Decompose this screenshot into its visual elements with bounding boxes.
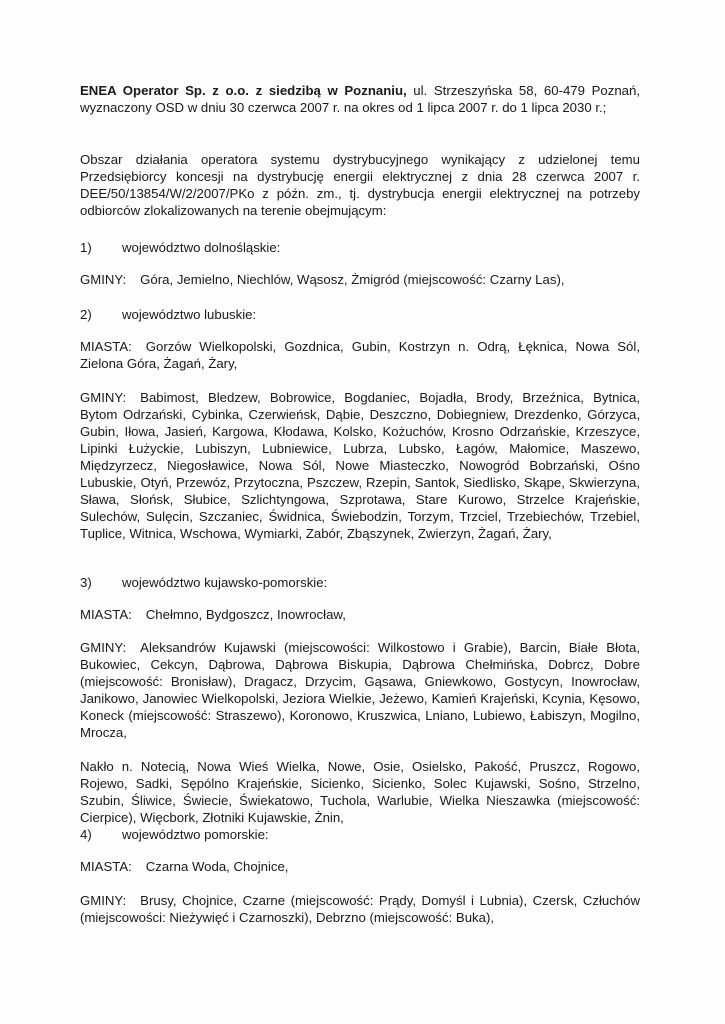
- voivodeship-name: województwo kujawsko-pomorskie:: [122, 575, 328, 590]
- miasta-label: MIASTA:: [80, 339, 132, 354]
- section-heading-4: [80, 826, 640, 843]
- gminy-list: Brusy, Chojnice, Czarne (miejscowość: Prądy, Domyśl i Lubnia), Czersk, Człuchów (miejscowości: Nieżywięć i Czarnoszki), Debrzno (miejscowość: Buka),: [80, 893, 640, 925]
- section-number: 1): [80, 240, 92, 255]
- section-number: 2): [80, 307, 92, 322]
- gminy-label: GMINY:: [80, 272, 127, 287]
- miasta-label: MIASTA:: [80, 607, 132, 622]
- section-3-gminy: [80, 639, 640, 741]
- section-4-miasta: [80, 858, 640, 875]
- company-name: ENEA Operator Sp. z o.o. z siedzibą w Poznaniu,: [80, 83, 407, 98]
- section-3-gminy-continued: Nakło n. Notecią, Nowa Wieś Wielka, Nowe, Osie, Osielsko, Pakość, Pruszcz, Rogowo, Rojewo, Sadki, Sępólno Krajeńskie, Sicienko, Sicienko, Solec Kujawski, Sośno, Strzelno, Szubin, Śliwice, Świecie, Świekatowo, Tuchola, Warlubie, Wielka Nieszawka (miejscowość: Cierpice), Więcbork, Złotniki Kujawskie, Żnin,: [80, 759, 640, 825]
- miasta-list: Gorzów Wielkopolski, Gozdnica, Gubin, Kostrzyn n. Odrą, Łęknica, Nowa Sól, Zielona Góra, Żagań, Żary,: [80, 339, 640, 371]
- section-number: 4): [80, 827, 92, 842]
- section-3-miasta: [80, 606, 640, 623]
- gminy-label: GMINY:: [80, 390, 127, 405]
- voivodeship-name: województwo lubuskie:: [122, 307, 257, 322]
- miasta-list: Chełmno, Bydgoszcz, Inowrocław,: [145, 607, 346, 622]
- gminy-list-part1: Aleksandrów Kujawski (miejscowości: Wilkostowo i Grabie), Barcin, Białe Błota, Bukowiec, Cekcyn, Dąbrowa, Dąbrowa Biskupia, Dąbrowa Chełmińska, Dobrcz, Dobre (miejscowość: Bronisław), Dragacz, Drzycim, Gąsawa, Gniewkowo, Gostycyn, Inowrocław, Janikowo, Janowiec Wielkopolski, Jeziora Wielkie, Jeżewo, Kamień Krajeński, Kcynia, Kęsowo, Koneck (miejscowość: Straszewo), Koronowo, Kruszwica, Lniano, Lubiewo, Łabiszyn, Mogilno, Mrocza,: [80, 640, 640, 740]
- miasta-list: Czarna Woda, Chojnice,: [145, 859, 289, 874]
- section-2-miasta: [80, 338, 640, 372]
- intro-paragraph: [80, 82, 640, 116]
- gminy-list: Babimost, Bledzew, Bobrowice, Bogdaniec, Bojadła, Brody, Brzeźnica, Bytnica, Bytom Odrzański, Cybinka, Czerwieńsk, Dąbie, Deszczno, Dobiegniew, Drezdenko, Górzyca, Gubin, Iłowa, Jasień, Kargowa, Kłodawa, Kolsko, Kożuchów, Krosno Odrzańskie, Krzeszyce, Lipinki Łużyckie, Lubiszyn, Lubniewice, Lubrza, Lubsko, Łagów, Małomice, Maszewo, Międzyrzecz, Niegosławice, Nowa Sól, Nowe Miasteczko, Nowogród Bobrzański, Ośno Lubuskie, Otyń, Przewóz, Przytoczna, Pszczew, Rzepin, Santok, Siedlisko, Skąpe, Skwierzyna, Sława, Słońsk, Słubice, Szlichtyngowa, Szprotawa, Stare Kurowo, Strzelce Krajeńskie, Sulechów, Sulęcin, Szczaniec, Świdnica, Świebodzin, Torzym, Trzciel, Trzebiechów, Trzebiel, Tuplice, Witnica, Wschowa, Wymiarki, Zabór, Zbąszynek, Zwierzyn, Żagań, Żary,: [80, 390, 640, 541]
- voivodeship-name: województwo dolnośląskie:: [122, 240, 281, 255]
- area-paragraph: Obszar działania operatora systemu dystrybucyjnego wynikający z udzielonej temu Przedsiębiorcy koncesji na dystrybucję energii elektrycznej z dnia 28 czerwca 2007 r. DEE/50/13854/W/2/2007/PKo z późn. zm., tj. dystrybucja energii elektrycznej na potrzeby odbiorców zlokalizowanych na terenie obejmującym:: [80, 152, 640, 218]
- gminy-label: GMINY:: [80, 893, 127, 908]
- section-1-gminy: [80, 271, 640, 288]
- gminy-list: Góra, Jemielno, Niechlów, Wąsosz, Żmigród (miejscowość: Czarny Las),: [140, 272, 565, 287]
- section-4-gminy: [80, 892, 640, 926]
- section-heading-2: [80, 306, 640, 323]
- miasta-label: MIASTA:: [80, 859, 132, 874]
- voivodeship-name: województwo pomorskie:: [122, 827, 269, 842]
- section-heading-3: [80, 574, 640, 591]
- section-heading-1: [80, 239, 640, 256]
- section-2-gminy: [80, 389, 640, 542]
- intro-text: ul. Strzeszyńska 58, 60-479 Poznań, wyznaczony OSD w dniu 30 czerwca 2007 r. na okres od 1 lipca 2007 r. do 1 lipca 2030 r.;: [80, 83, 640, 115]
- section-number: 3): [80, 575, 92, 590]
- gminy-label: GMINY:: [80, 640, 127, 655]
